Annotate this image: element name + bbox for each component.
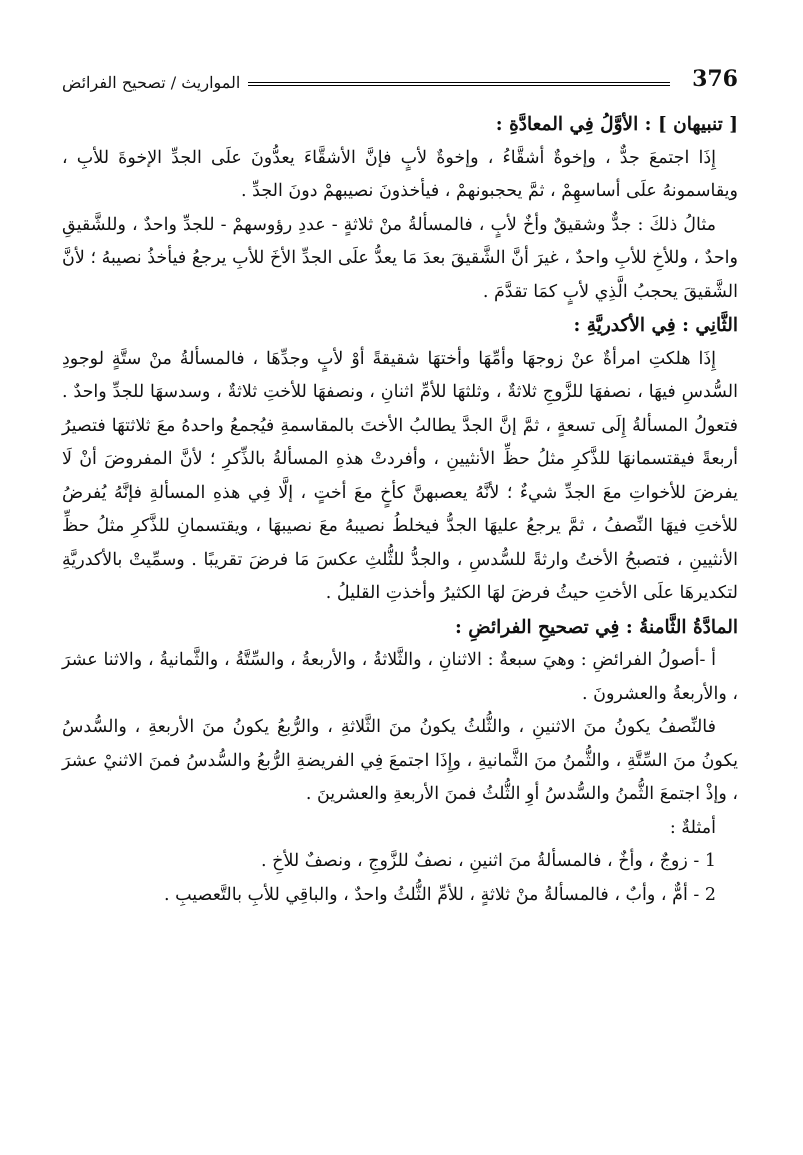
page-header (62, 62, 738, 92)
examples-label: أمثلةٌ : (669, 817, 716, 838)
example-2: 2 - أمٌّ ، وأبٌ ، فالمسألةُ منْ ثلاثةٍ ، للأمِّ الثُّلثُ واحدٌ ، والباقِي للأبِ بالتَّعصيبِ . (163, 884, 716, 905)
page-number: 376 (692, 66, 738, 92)
header-rule (248, 82, 670, 86)
paragraph-1: إِذَا اجتمعَ جدٌّ ، وإخوةٌ أشقَّاءُ ، وإخوةٌ لأبٍ فإنَّ الأشقَّاءَ يعدُّونَ علَى الجدِّ الإخوةَ للأبِ ، ويقاسمونهُ علَى أساسهِمْ ، ثمَّ يحجبونهمْ ، فيأخذونَ نصيبهمْ دونَ الجدِّ . (62, 147, 738, 201)
running-title: المواريث / تصحيح الفرائض (62, 73, 241, 92)
chapter-heading: المادَّةُ الثَّامنةُ : فِي تصحيحِ الفرائضِ : (455, 616, 738, 638)
paragraph-4: أ -أصولُ الفرائضِ : وهيَ سبعةٌ : الاثنانِ ، والثَّلاثةُ ، والأربعةُ ، والسِّتَّةُ ، والثَّمانيةُ ، والاثنا عشرَ ، والأربعةُ والعشرونَ . (62, 650, 738, 704)
page-body (62, 108, 738, 912)
note-heading: [ تنبيهان ] : الأوَّلُ فِي المعادَّةِ : (495, 114, 738, 135)
example-1: 1 - زوجٌ ، وأخٌ ، فالمسألةُ منَ اثنينِ ، نصفٌ للزَّوجِ ، ونصفٌ للأخِ . (261, 851, 716, 871)
second-heading: الثَّانِي : فِي الأكدريَّةِ : (573, 315, 738, 336)
paragraph-2: مثالُ ذلكَ : جدٌّ وشقيقٌ وأخٌ لأبٍ ، فالمسألةُ منْ ثلاثةٍ - عددِ رؤوسهمْ - للجدِّ واحدٌ ، وللشَّقيقِ واحدٌ ، وللأخِ للأبِ واحدٌ ، غيرَ أنَّ الشَّقيقَ بعدَ مَا يعدُّ علَى الجدِّ الأخَ للأبِ يرجعُ فيأخذُ نصيبهُ ؛ لأنَّ الشَّقيقَ يحجبُ الَّذِي لأبٍ كمَا تقدَّمَ . (62, 214, 738, 302)
paragraph-3: إِذَا هلكتِ امرأةٌ عنْ زوجهَا وأمِّهَا وأختهَا شقيقةً أوْ لأبٍ وجدِّهَا ، فالمسألةُ منْ ستَّةٍ لوجودِ السُّدسِ فيهَا ، نصفهَا للزَّوجِ ثلاثةٌ ، وثلثهَا للأمِّ اثنانِ ، ونصفهَا للأختِ ثلاثةٌ ، وسدسهَا للجدِّ واحدٌ . فتعولُ المسألةُ إِلَى تسعةٍ ، ثمَّ إنَّ الجدَّ يطالبُ الأختَ بالمقاسمةِ فيُجمعُ واحدهُ معَ ثلاثتهَا فتصيرُ أربعةً فيقتسمانهَا للذَّكرِ مثلُ حظِّ الأنثيينِ ، وأفردتْ هذهِ المسألةُ بالذِّكرِ ؛ لأنَّ المفروضَ أنْ لَا يفرضَ للأخواتِ معَ الجدِّ شيءٌ ؛ لأنَّهُ يعصبهنَّ كأخٍ معَ أختٍ ، إلَّا فِي هذهِ المسألةِ فإنَّهُ يُفرضُ للأختِ فيهَا النِّصفُ ، ثمَّ يرجعُ عليهَا الجدُّ فيخلطُ نصيبهُ معَ نصيبهَا ، ويقتسمانِ للذَّكرِ مثلُ حظِّ الأنثيينِ ، فتصبحُ الأختُ وارثةً للسُّدسِ ، والجدُّ للثُّلثِ عكسَ مَا فرضَ تقريبًا . وسمِّيتْ بالأكدريَّةِ لتكديرهَا علَى الأختِ حيثُ فرضَ لهَا الكثيرُ وأخذتِ القليلُ . (62, 348, 738, 603)
paragraph-5: فالنِّصفُ يكونُ منَ الاثنينِ ، والثُّلثُ يكونُ منَ الثَّلاثةِ ، والرُّبعُ يكونُ منَ الأربعةِ ، والسُّدسُ يكونُ منَ السِّتَّةِ ، والثُّمنُ منَ الثَّمانيةِ ، وإِذَا اجتمعَ فِي الفريضةِ الرُّبعُ والسُّدسُ فمنَ الاثنيْ عشرَ ، وإذْ اجتمعَ الثُّمنُ والسُّدسُ أوِ الثُّلثُ فمنَ الأربعةِ والعشرينَ . (62, 717, 738, 804)
